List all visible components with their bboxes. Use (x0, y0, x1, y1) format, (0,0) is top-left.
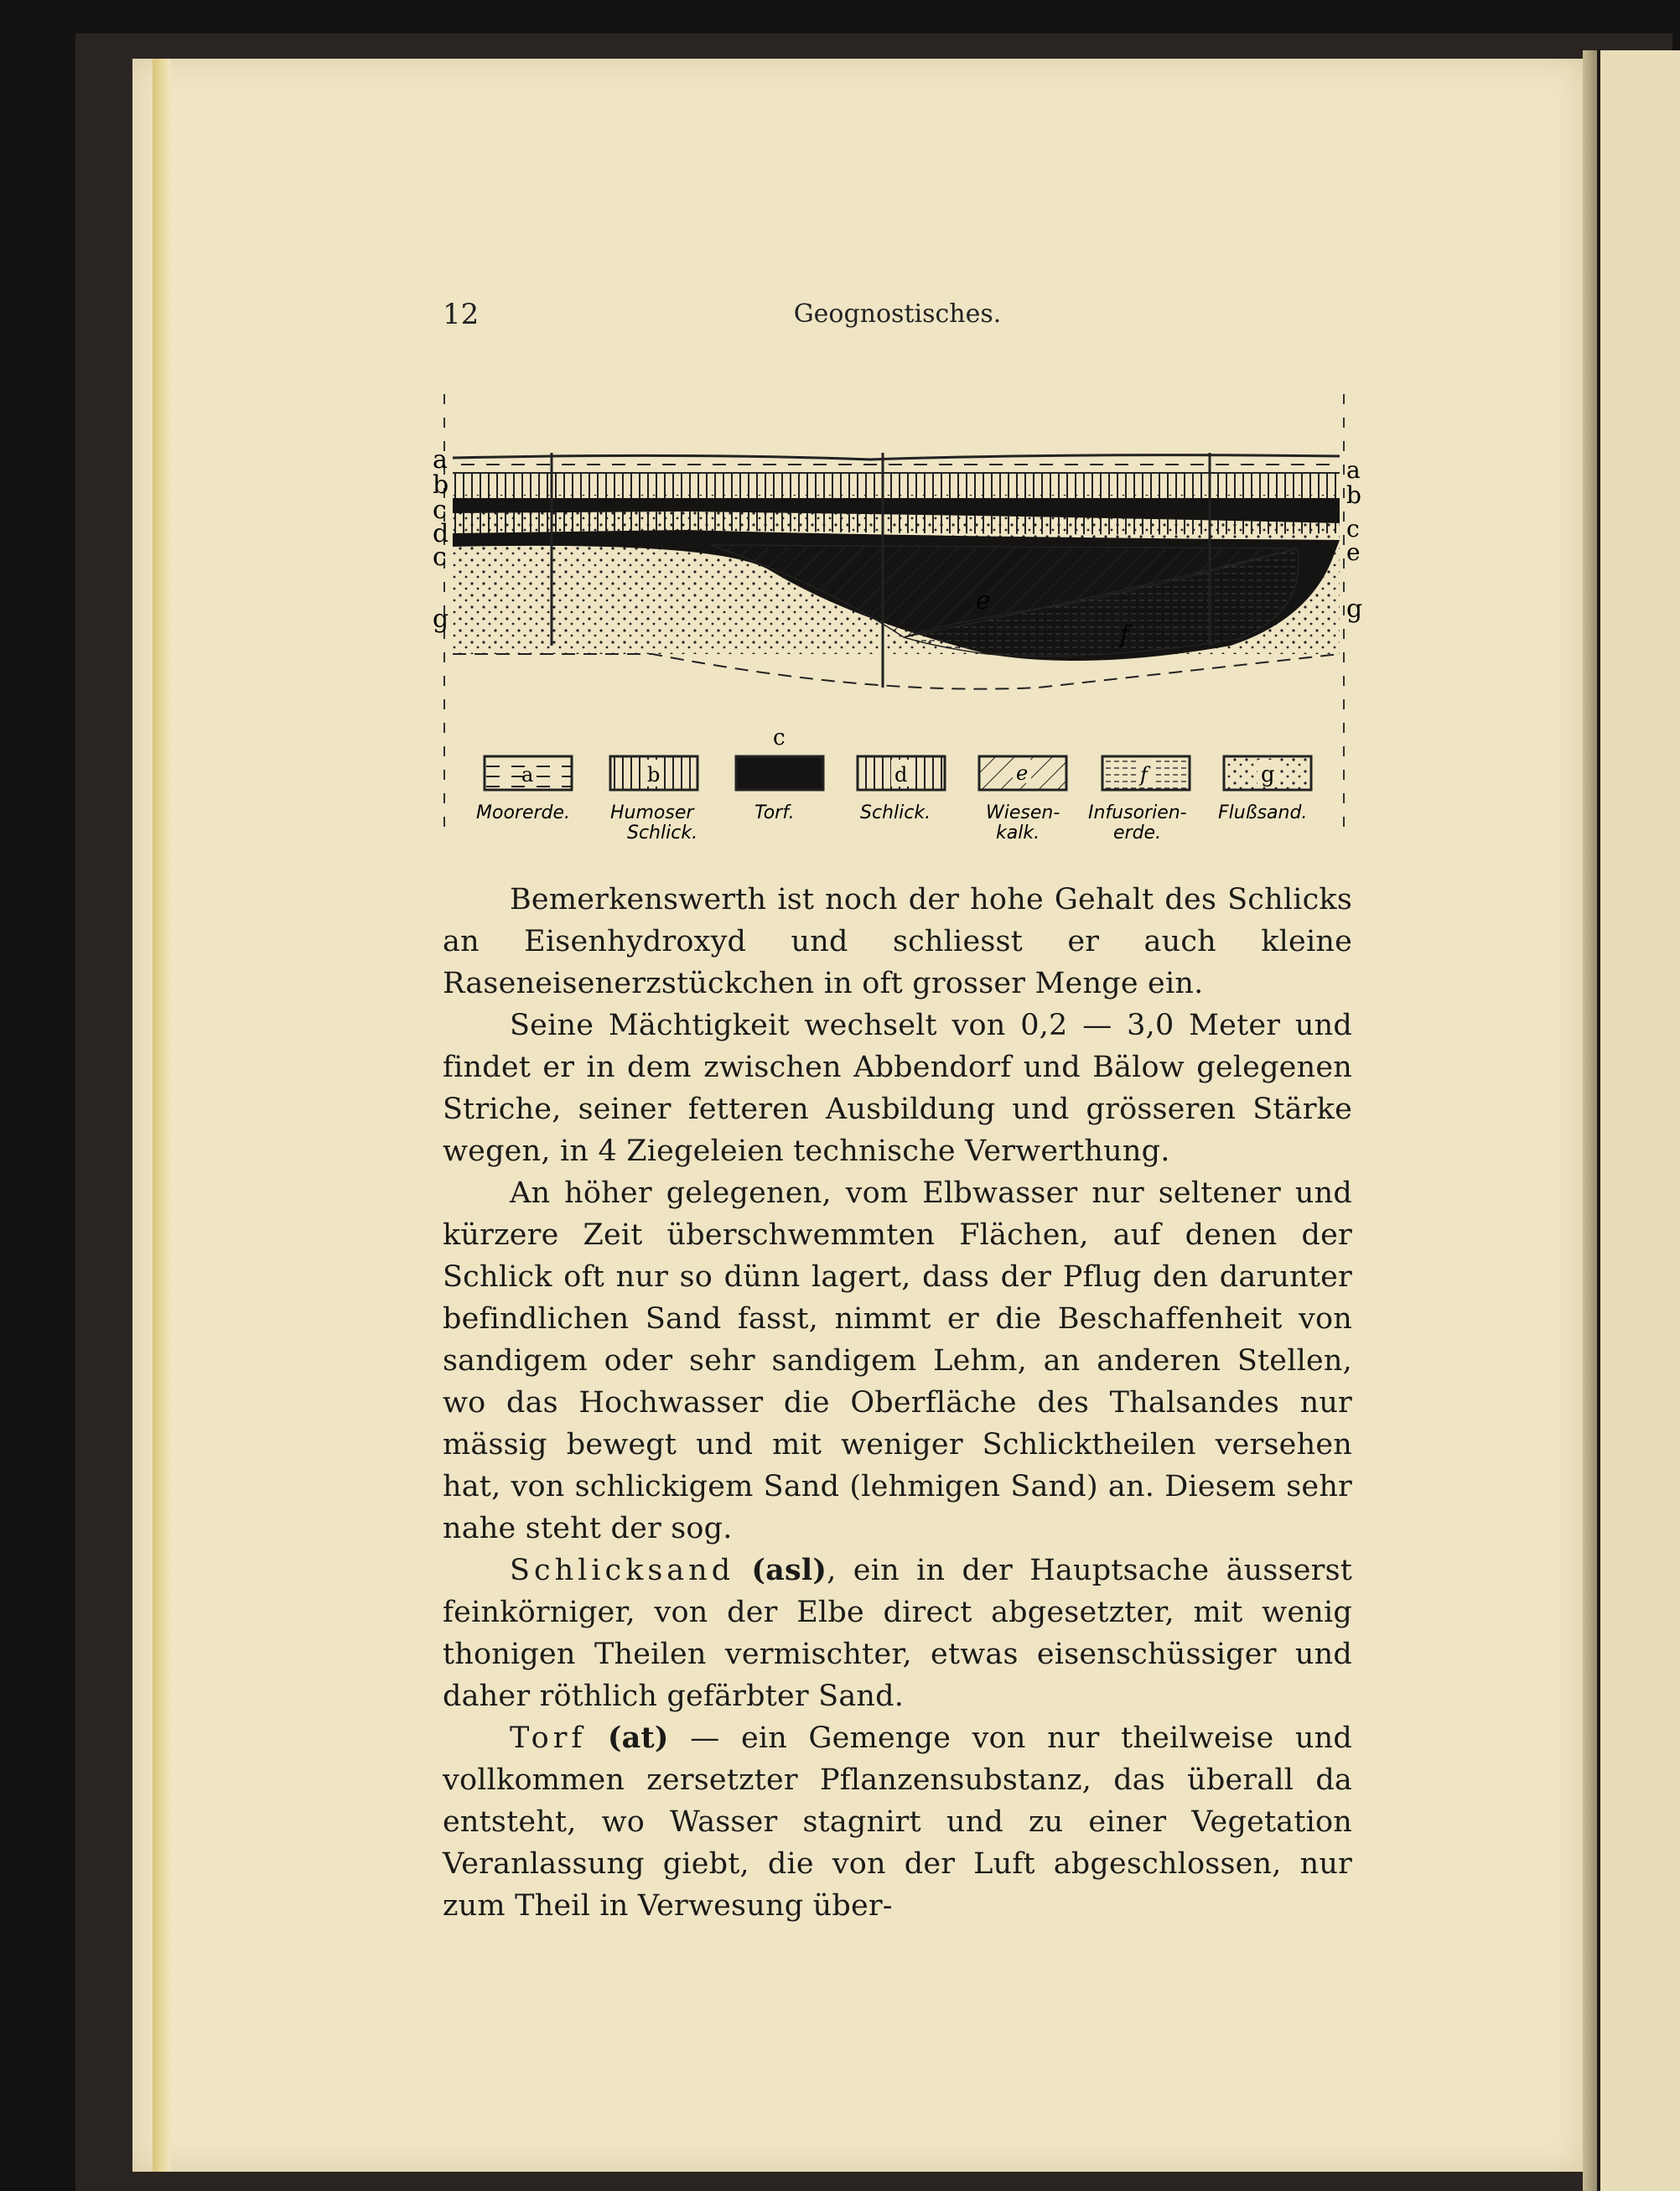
left-letter-b: b (433, 470, 449, 500)
right-letter-c: c (1346, 515, 1360, 543)
legend-swatch-b (610, 756, 697, 790)
right-letter-e: e (1346, 538, 1361, 566)
running-title: Geognostisches. (793, 299, 1002, 329)
legend-label-e (986, 802, 1060, 844)
term-torf: Torf (510, 1721, 587, 1755)
inner-letter-f: f (1120, 620, 1129, 648)
svg-text:erde.: erde. (1113, 823, 1162, 844)
page-header (443, 298, 1352, 340)
legend-label-d: Schlick. (860, 802, 931, 823)
paragraph-2: Seine Mächtigkeit wechselt von 0,2 — 3,0 Meter und findet er in dem zwischen Abbendorf und Bälow gelegenen Striche, seiner fetteren Ausbildung und grösseren Stärke wegen, in 4 Ziegeleien technische Verwerthung. (443, 1009, 1352, 1168)
left-letter-g: g (433, 605, 449, 634)
paragraph-5-text: — ein Gemenge von nur theilweise und vollkommen zersetzter Pflanzensubstanz, das überall da entsteht, wo Wasser stagnirt und zu einer Vegetation Veranlassung giebt, die von der Luft abgeschlossen, nur zum Theil in Verwesung über- (443, 1721, 1352, 1923)
legend-swatch-a (485, 756, 572, 790)
svg-text:kalk.: kalk. (996, 823, 1040, 844)
right-letter-a: a (1346, 456, 1361, 484)
left-letter-a: a (433, 445, 448, 475)
inner-letter-e: e (976, 586, 991, 615)
svg-text:Wiesen-: Wiesen- (986, 802, 1060, 823)
svg-text:f: f (1140, 763, 1148, 787)
symbol-at: (at) (607, 1721, 669, 1755)
svg-text:Infusorien-: Infusorien- (1088, 802, 1187, 823)
paragraph-1: Bemerkenswerth ist noch der hohe Gehalt des Schlicks an Eisenhydroxyd und schliesst er auch kleine Raseneisenerzstückchen in oft grosser Menge ein. (443, 883, 1352, 1000)
paragraph-5 (443, 1717, 1352, 1927)
left-letter-d: d (433, 519, 449, 548)
legend-label-f (1088, 802, 1187, 844)
svg-text:d: d (894, 763, 908, 787)
facing-page (1597, 50, 1680, 2191)
svg-text:a: a (521, 763, 534, 787)
page-edge (153, 59, 171, 2172)
right-letter-g: g (1346, 594, 1363, 624)
legend-swatch-d (858, 756, 945, 790)
legend-swatch-g (1224, 756, 1311, 790)
svg-text:e: e (1016, 761, 1029, 785)
legend-swatch-c (736, 725, 823, 790)
body-text (443, 879, 1352, 1927)
paragraph-4-text: , ein in der Hauptsache äusserst feinkörniger, von der Elbe direct abgesetzter, mit wenig thonigen Theilen vermischter, etwas eisenschüssiger und daher röthlich gefärbter Sand. (443, 1554, 1352, 1713)
geological-cross-section-figure (433, 369, 1363, 855)
svg-text:c: c (773, 725, 786, 750)
page-number: 12 (443, 298, 480, 331)
paragraph-3: An höher gelegenen, vom Elbwasser nur seltener und kürzere Zeit überschwemmten Flächen, auf denen der Schlick oft nur so dünn lagert, dass der Pflug den darunter befindlichen Sand fasst, nimmt er die Beschaffenheit von sandigem oder sehr sandigem Lehm, an anderen Stellen, wo das Hochwasser die Oberfläche des Thalsandes nur mässig bewegt und mit weniger Schlicktheilen versehen hat, von schlickigem Sand (lehmigen Sand) an. Diesem sehr nahe steht der sog. (443, 1176, 1352, 1545)
legend-label-c: Torf. (754, 802, 795, 823)
cross-section-drawing (433, 369, 1363, 855)
left-letter-c: c (433, 496, 447, 525)
left-letter-c2: c (433, 543, 447, 572)
paragraph-4 (443, 1550, 1352, 1717)
svg-text:g: g (1261, 762, 1275, 787)
legend-label-g: Flußsand. (1218, 802, 1308, 823)
legend-label-b (610, 802, 697, 844)
term-schlicksand: Schlicksand (510, 1554, 735, 1587)
legend-label-a: Moorerde. (476, 802, 571, 823)
right-letter-b: b (1346, 481, 1361, 509)
svg-text:b: b (647, 763, 661, 787)
symbol-asl: (asl) (751, 1553, 827, 1587)
svg-text:Humoser: Humoser (610, 802, 694, 823)
legend-swatch-e (979, 756, 1066, 790)
svg-text:Schlick.: Schlick. (627, 823, 698, 844)
legend-swatch-f (1102, 756, 1190, 790)
